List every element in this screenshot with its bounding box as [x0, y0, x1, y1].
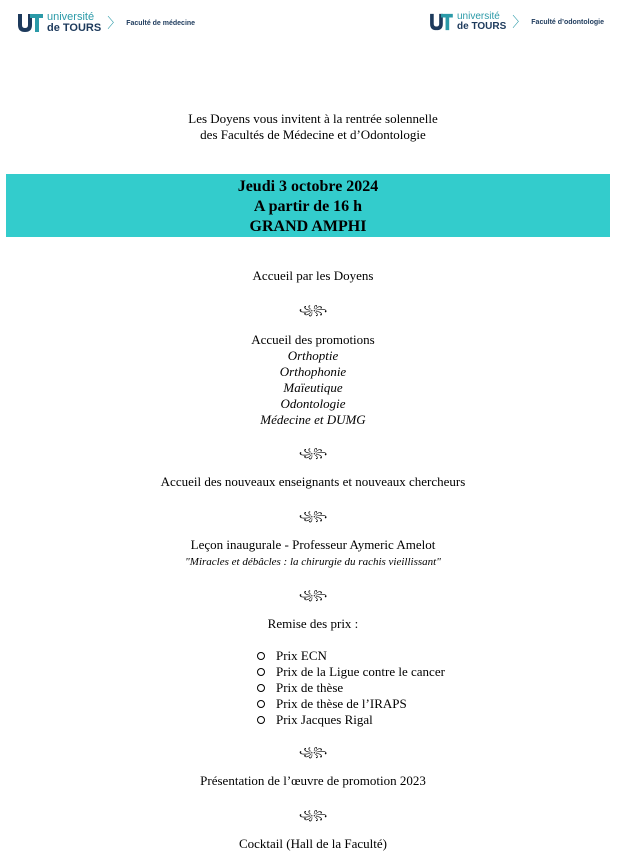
circle-bullet-icon	[257, 700, 265, 708]
event-banner	[6, 174, 610, 237]
prize-label: Prix ECN	[276, 648, 327, 663]
circle-bullet-icon	[257, 716, 265, 724]
logo-separator: 〉	[107, 15, 122, 31]
logo-right-line1: université	[457, 11, 500, 22]
event-date: Jeudi 3 octobre 2024	[237, 178, 379, 195]
event-place: GRAND AMPHI	[249, 218, 367, 235]
ornament-divider: ꧁꧂	[298, 512, 328, 522]
logo-left-line2: de TOURS	[47, 22, 102, 34]
program-lecture-title: "Miracles et débâcles : la chirurgie du rachis vieillissant"	[185, 556, 441, 568]
list-item	[257, 648, 445, 664]
list-item	[257, 712, 445, 728]
ornament-divider: ꧁꧂	[298, 306, 328, 316]
event-time: A partir de 16 h	[253, 198, 363, 215]
circle-bullet-icon	[257, 684, 265, 692]
prize-label: Prix de thèse de l’IRAPS	[276, 696, 407, 711]
ut-logo-icon	[428, 12, 454, 32]
prize-label: Prix de la Ligue contre le cancer	[276, 664, 445, 679]
list-item	[257, 696, 445, 712]
promotion-item: Médecine et DUMG	[260, 412, 366, 427]
prize-label: Prix Jacques Rigal	[276, 712, 373, 727]
program-cocktail: Cocktail (Hall de la Faculté)	[238, 836, 387, 851]
logo-left-line1: université	[47, 11, 95, 23]
promotion-item: Maïeutique	[283, 380, 343, 395]
program-welcome-deans: Accueil par les Doyens	[252, 268, 374, 283]
prize-list	[257, 648, 445, 728]
promotion-item: Orthophonie	[279, 364, 347, 379]
prize-label: Prix de thèse	[276, 680, 344, 695]
program-lecture: Leçon inaugurale - Professeur Aymeric Amelot	[190, 537, 436, 552]
program-welcome-staff: Accueil des nouveaux enseignants et nouveaux chercheurs	[160, 474, 466, 489]
ornament-divider: ꧁꧂	[298, 591, 328, 601]
logo-universite-tours-medecine	[16, 12, 195, 34]
ornament-divider: ꧁꧂	[298, 748, 328, 758]
list-item	[257, 664, 445, 680]
logo-separator: 〉	[512, 14, 527, 30]
logo-universite-tours-odontologie	[428, 12, 604, 32]
ut-logo-icon	[16, 12, 44, 34]
circle-bullet-icon	[257, 668, 265, 676]
logo-right-line2: de TOURS	[457, 21, 507, 32]
logo-left-faculty: Faculté de médecine	[126, 19, 196, 27]
invitation-line-2: des Facultés de Médecine et d’Odontologie	[200, 127, 426, 142]
list-item	[257, 680, 445, 696]
invitation-line-1: Les Doyens vous invitent à la rentrée solennelle	[188, 111, 438, 126]
program-prizes-title: Remise des prix :	[267, 616, 359, 631]
program-welcome-promotions: Accueil des promotions	[251, 332, 375, 347]
circle-bullet-icon	[257, 652, 265, 660]
promotion-item: Odontologie	[280, 396, 346, 411]
program-presentation: Présentation de l’œuvre de promotion 2023	[200, 773, 426, 788]
ornament-divider: ꧁꧂	[298, 811, 328, 821]
promotion-item: Orthoptie	[287, 348, 339, 363]
ornament-divider: ꧁꧂	[298, 449, 328, 459]
logo-right-faculty: Faculté d’odontologie	[531, 18, 604, 26]
